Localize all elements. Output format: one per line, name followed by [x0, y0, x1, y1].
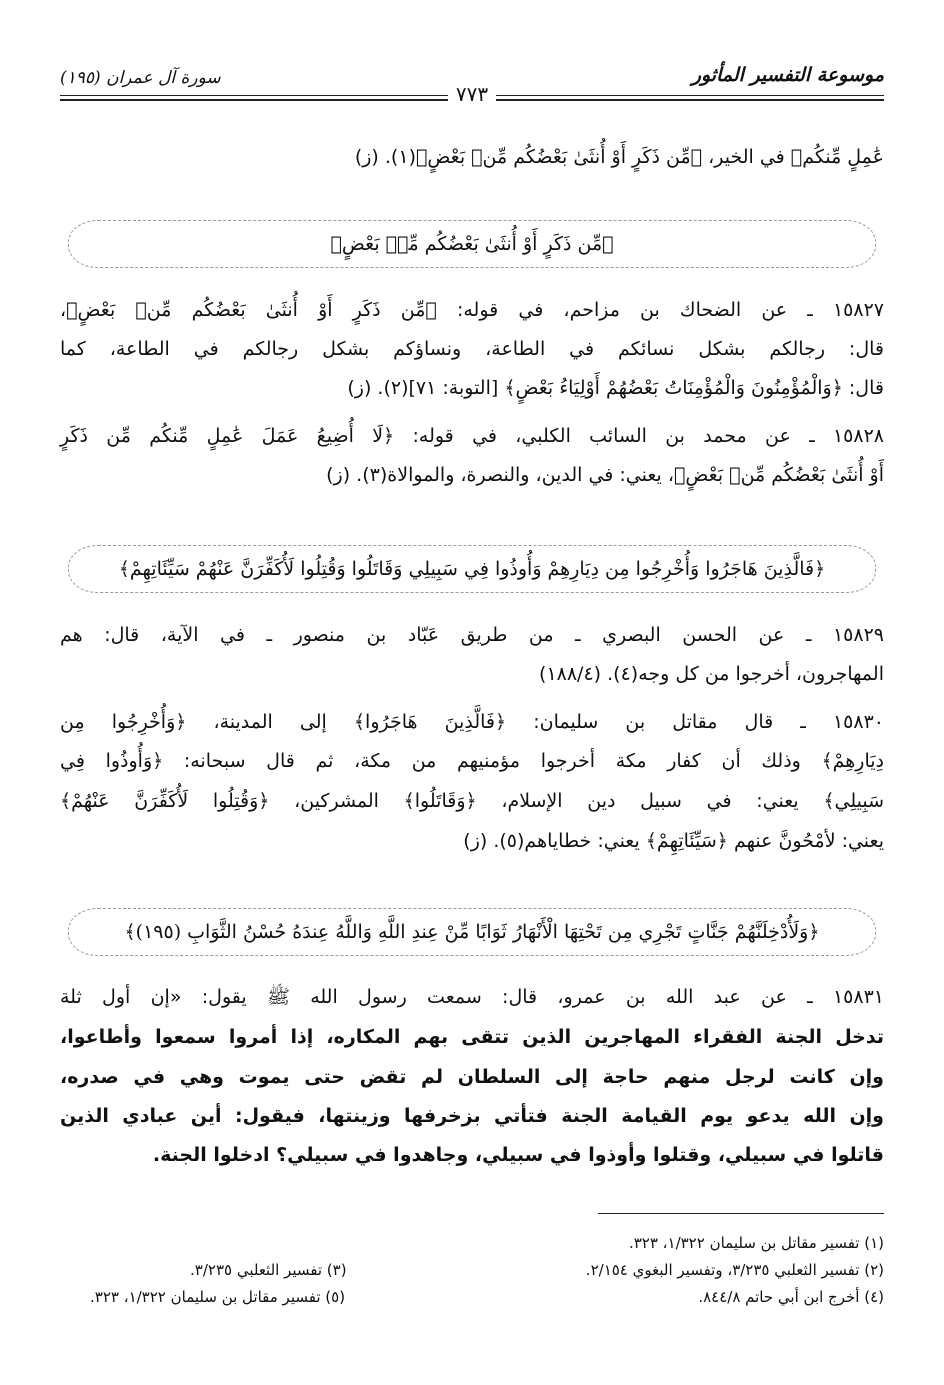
page-number-wrap — [60, 82, 884, 106]
page-header — [60, 62, 884, 106]
text-line-10: دِيَارِهِمْ﴾ وذلك أن كفار مكة أخرجوا مؤمنيهم من مكة، ثم قال سبحانه: ﴿وَأُوذُوا فِي — [60, 750, 884, 772]
text-line-9: ١٥٨٣٠ ـ قال مقاتل بن سليمان: ﴿فَالَّذِينَ هَاجَرُوا﴾ إلى المدينة، ﴿وَأُخْرِجُوا مِن — [60, 711, 884, 733]
text-line-15: وإن كانت لرجل منهم حاجة إلى السلطان لم تقض حتى يموت وهي في صدره، — [60, 1066, 884, 1088]
ayah-frame-3 — [68, 908, 876, 956]
ayah-text-2: ﴿فَالَّذِينَ هَاجَرُوا وَأُخْرِجُوا مِن دِيَارِهِمْ وَأُوذُوا فِي سَبِيلِي وَقَاتَلُوا وَقُتِلُوا لَأُكَفِّرَنَّ عَنْهُمْ سَيِّئَاتِهِمْ﴾ — [118, 558, 826, 580]
text-line-12: يعني: لأمْحُونَّ عنهم ﴿سَيِّئَاتِهِمْ﴾ يعني: خطاياهم(٥). (ز) — [463, 830, 884, 852]
footnote-1: (١) تفسير مقاتل بن سليمان ١/٣٢٢، ٣٢٣. — [628, 1234, 884, 1252]
ayah-frame-2 — [68, 545, 876, 593]
page-number: ٧٧٣ — [448, 82, 496, 106]
book-title: موسوعة التفسير المأثور — [691, 64, 884, 86]
text-line-14: تدخل الجنة الفقراء المهاجرين الذين تتقى بهم المكاره، إذا أمروا سمعوا وأطاعوا، — [60, 1026, 884, 1048]
text-line-2: ١٥٨٢٧ ـ عن الضحاك بن مزاحم، في قوله: ﴿مِّن ذَكَرٍ أَوْ أُنثَىٰ بَعْضُكُم مِّنۢ بَعْضٍ﴾، — [60, 299, 884, 321]
text-line-6: أَوْ أُنثَىٰ بَعْضُكُم مِّنۢ بَعْضٍ﴾، يعني: في الدين، والنصرة، والموالاة(٣). (ز) — [326, 464, 884, 486]
footnote-row-1 — [60, 1232, 884, 1254]
footnote-5: (٥) تفسير مقاتل بن سليمان ١/٣٢٢، ٣٢٣. — [90, 1288, 346, 1306]
text-line-5: ١٥٨٢٨ ـ عن محمد بن السائب الكلبي، في قوله: ﴿لَا أُضِيعُ عَمَلَ عَٰمِلٍ مِّنكُم مِّن ذَكَرٍ — [60, 425, 884, 447]
footnote-row-3 — [60, 1286, 884, 1308]
text-line-4: قال: ﴿وَالْمُؤْمِنُونَ وَالْمُؤْمِنَاتُ بَعْضُهُمْ أَوْلِيَاءُ بَعْضٍ﴾ [التوبة: ٧١](٢). (ز) — [347, 377, 884, 399]
text-line-3: قال: رجالكم بشكل نسائكم في الطاعة، ونساؤكم بشكل رجالكم في الطاعة، كما — [60, 338, 884, 360]
ayah-text-3: ﴿وَلَأُدْخِلَنَّهُمْ جَنَّاتٍ تَجْرِي مِن تَحْتِهَا الْأَنْهَارُ ثَوَابًا مِّنْ عِندِ اللَّهِ وَاللَّهُ عِندَهُ حُسْنُ الثَّوَابِ (١٩٥)﴾ — [124, 921, 820, 943]
ayah-text-1: ﴿مِّن ذَكَرٍ أَوْ أُنثَىٰ بَعْضُكُم مِّنۢ بَعْضٍ﴾ — [330, 233, 614, 255]
footnote-separator — [598, 1213, 884, 1214]
text-line-16: وإن الله يدعو يوم القيامة الجنة فتأتي بزخرفها وزينتها، فيقول: أين عبادي الذين — [60, 1105, 884, 1127]
footnote-2: (٢) تفسير الثعلبي ٣/٢٣٥، وتفسير البغوي ٢/١٥٤. — [585, 1261, 884, 1279]
footnote-row-2 — [60, 1259, 884, 1281]
text-line-11: سَبِيلِي﴾ يعني: في سبيل دين الإسلام، ﴿وَقَاتَلُوا﴾ المشركين، ﴿وَقُتِلُوا لَأُكَفِّرَنَّ عَنْهُمْ﴾ — [60, 790, 884, 812]
text-line-17: قاتلوا في سبيلي، وقتلوا وأوذوا في سبيلي، وجاهدوا في سبيلي؟ ادخلوا الجنة. — [152, 1144, 884, 1166]
surah-title: سورة آل عمران (١٩٥) — [60, 68, 221, 88]
footnote-4: (٤) أخرج ابن أبي حاتم ٨٤٤/٨. — [698, 1288, 884, 1306]
text-line-1: عَٰمِلٍ مِّنكُم﴾ في الخير، ﴿مِّن ذَكَرٍ أَوْ أُنثَىٰ بَعْضُكُم مِّنۢ بَعْضٍ﴾(١). (ز) — [354, 146, 884, 168]
text-line-7: ١٥٨٢٩ ـ عن الحسن البصري ـ من طريق عَبّاد بن منصور ـ في الآية، قال: هم — [60, 624, 884, 646]
footnote-3: (٣) تفسير الثعلبي ٣/٢٣٥. — [190, 1261, 347, 1279]
text-line-13: ١٥٨٣١ ـ عن عبد الله بن عمرو، قال: سمعت رسول الله ﷺ يقول: «إن أول ثلة — [60, 986, 884, 1008]
text-line-8: المهاجرون، أخرجوا من كل وجه(٤). (١٨٨/٤) — [539, 663, 884, 685]
ayah-frame-1 — [68, 220, 876, 268]
